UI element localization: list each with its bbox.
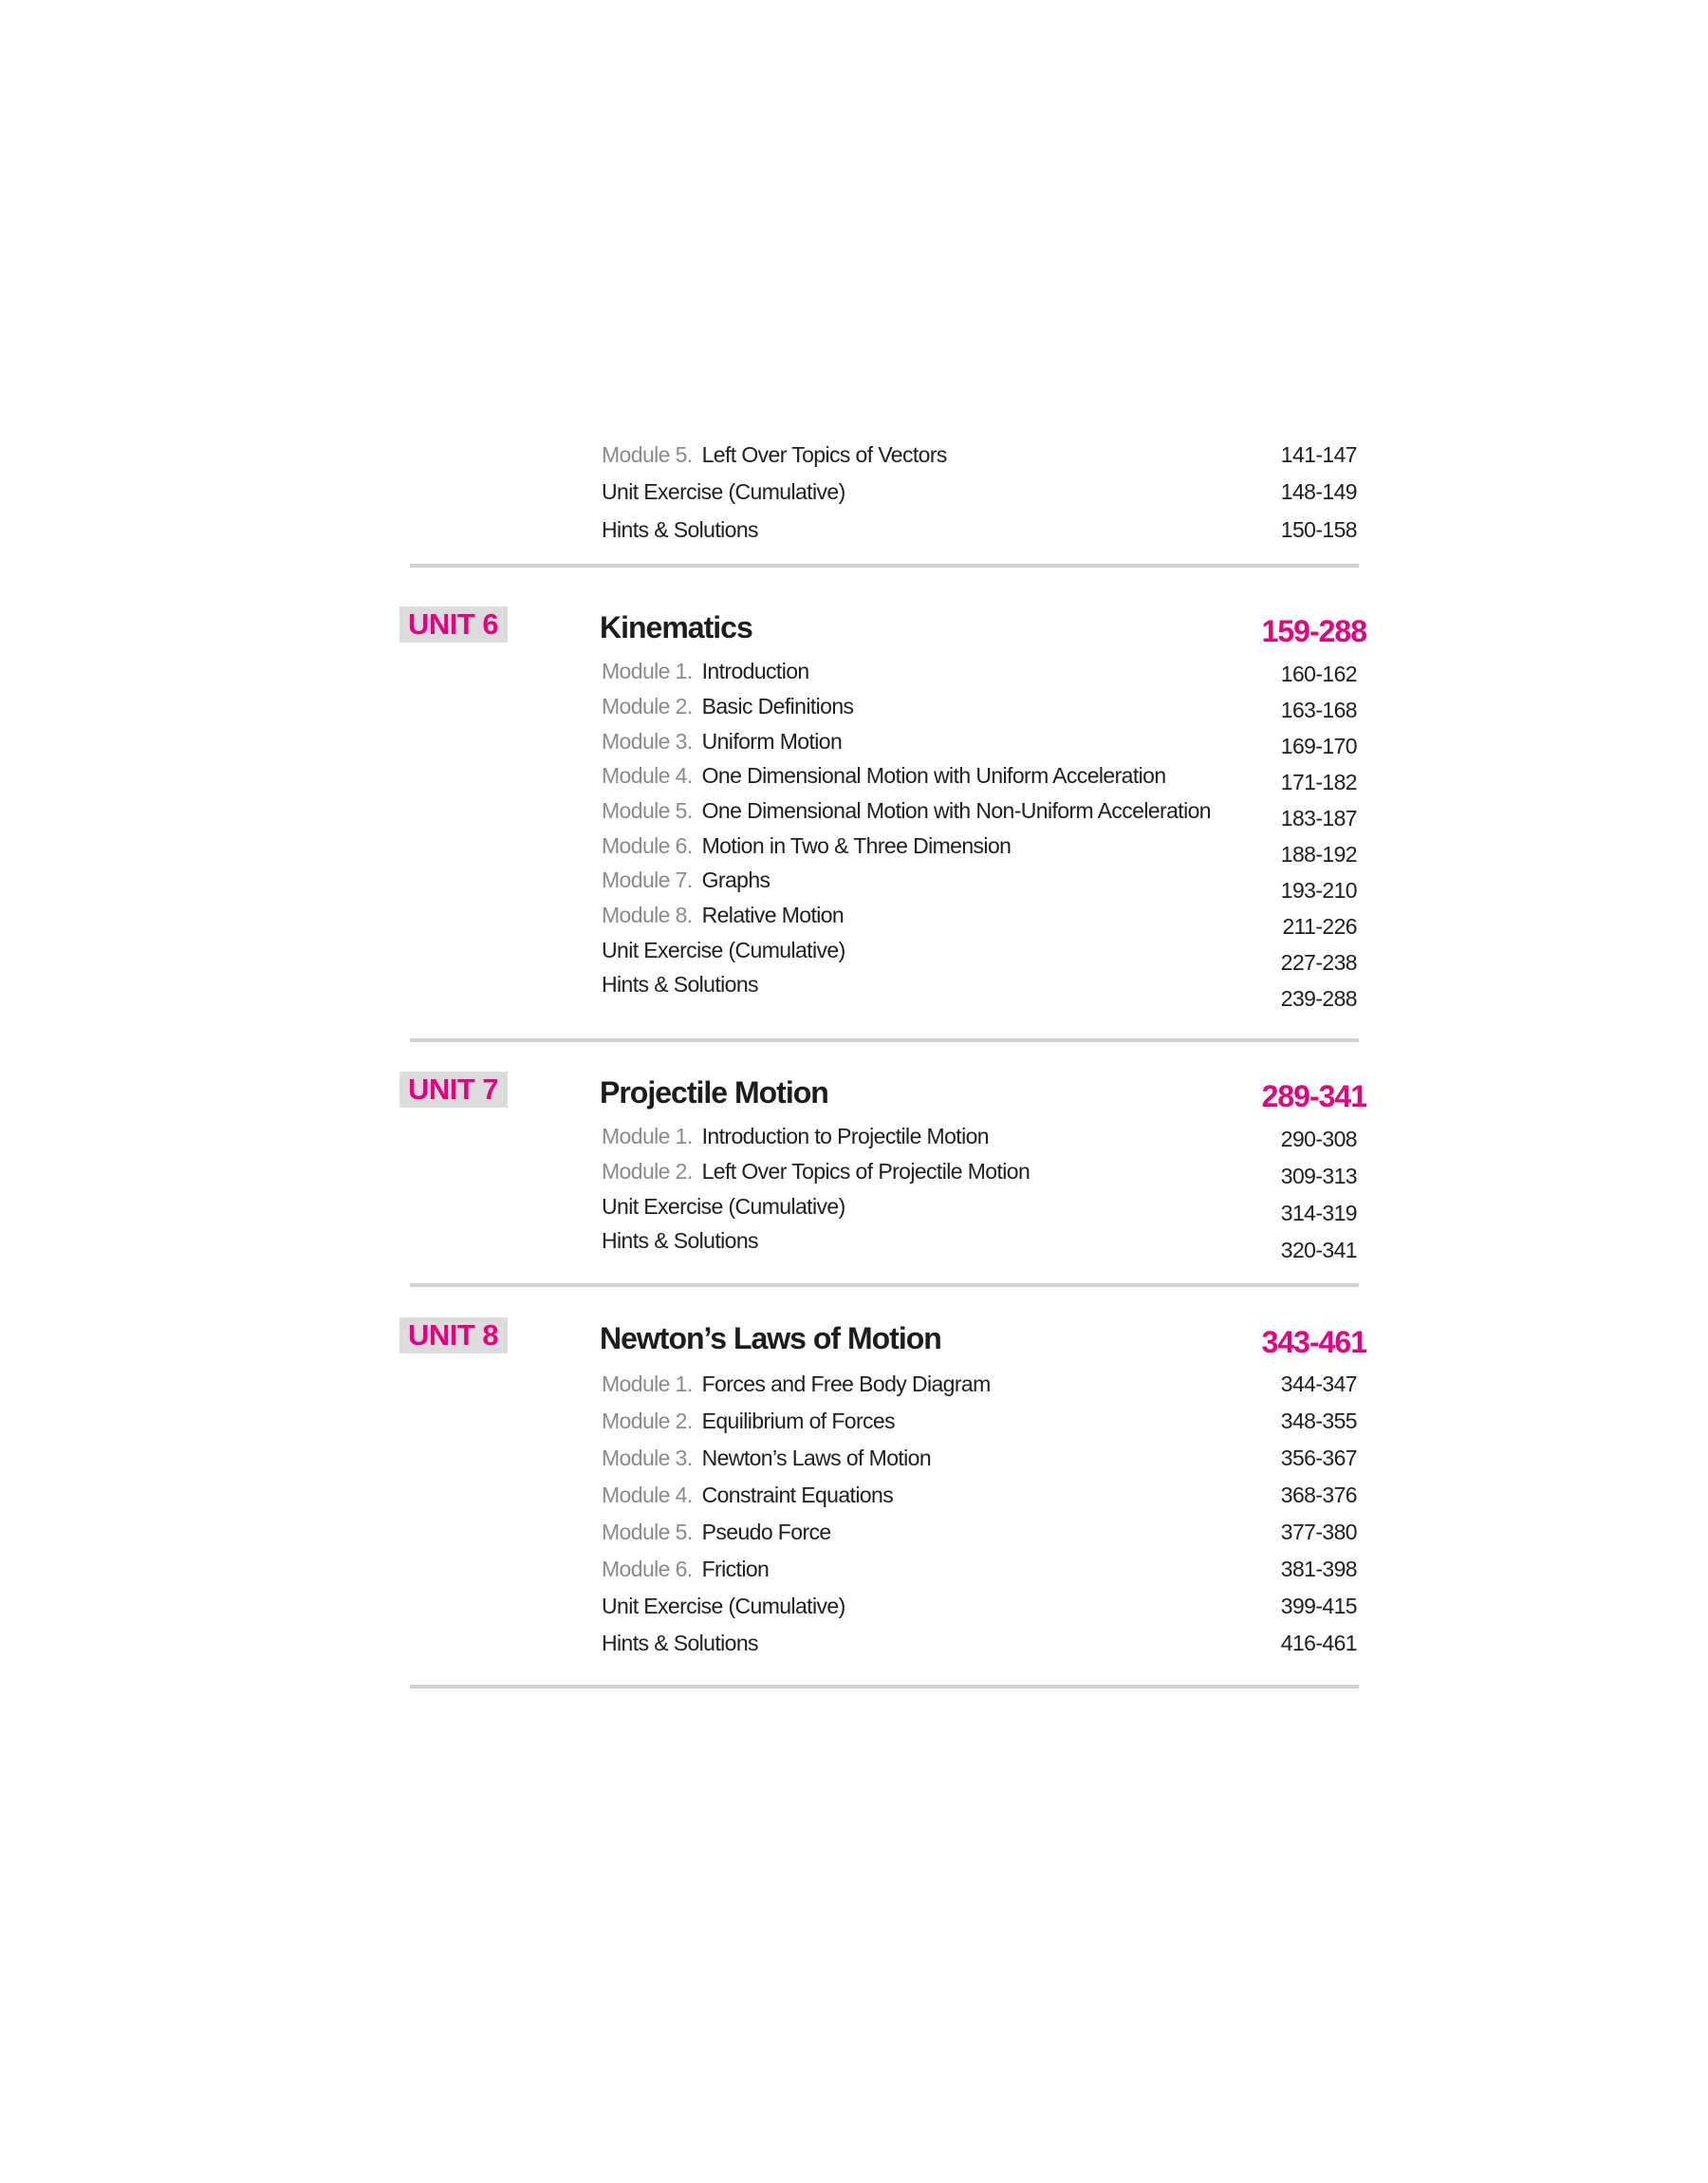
module-title: Left Over Topics of Projectile Motion [701, 1159, 1030, 1184]
page-range: 344-347 [1280, 1371, 1357, 1396]
module-title: Unit Exercise (Cumulative) [602, 1194, 845, 1219]
toc-row [602, 725, 842, 757]
toc-row [602, 830, 1011, 862]
module-number: Module 5. [602, 798, 693, 823]
module-number: Module 7. [602, 868, 693, 892]
toc-row [602, 1190, 845, 1222]
toc-row [602, 1368, 991, 1400]
unit-page-range: 343-461 [1261, 1325, 1366, 1359]
page-range: 290-308 [1280, 1127, 1357, 1151]
section-divider [410, 1283, 1359, 1287]
toc-row [602, 864, 770, 896]
toc-row [602, 794, 1211, 827]
module-title: Forces and Free Body Diagram [701, 1371, 991, 1396]
module-title: Left Over Topics of Vectors [701, 442, 947, 467]
page-range: 377-380 [1280, 1520, 1357, 1544]
page-range: 169-170 [1280, 734, 1357, 758]
section-divider [410, 564, 1359, 568]
module-number: Module 1. [602, 1371, 693, 1396]
toc-row [602, 690, 853, 722]
page-range: 239-288 [1280, 986, 1357, 1011]
page-range: 183-187 [1280, 806, 1357, 830]
page-range: 399-415 [1280, 1594, 1357, 1618]
page-range: 381-398 [1280, 1557, 1357, 1581]
toc-row [602, 1590, 845, 1622]
page-range: 171-182 [1280, 770, 1357, 794]
section-divider [410, 1685, 1359, 1689]
module-number: Module 8. [602, 903, 693, 927]
module-number: Module 4. [602, 763, 693, 788]
toc-row [602, 1155, 1030, 1187]
toc-row [602, 655, 809, 687]
toc-row [602, 438, 947, 471]
toc-row [602, 899, 844, 931]
module-number: Module 2. [602, 1409, 693, 1433]
toc-row [602, 1120, 989, 1152]
module-title: Newton’s Laws of Motion [701, 1446, 932, 1470]
module-number: Module 3. [602, 1446, 693, 1470]
module-number: Module 6. [602, 833, 693, 858]
module-title: Friction [701, 1557, 770, 1581]
module-title: Graphs [701, 868, 770, 892]
toc-row [602, 1405, 895, 1437]
toc-row [602, 1224, 758, 1257]
page-range: 348-355 [1280, 1409, 1357, 1433]
page-range: 309-313 [1280, 1164, 1357, 1188]
module-number: Module 1. [602, 1124, 693, 1148]
page-range: 368-376 [1280, 1483, 1357, 1507]
module-number: Module 4. [602, 1483, 693, 1507]
module-title: Equilibrium of Forces [701, 1409, 896, 1433]
toc-row [602, 1516, 831, 1548]
toc-row [602, 934, 845, 966]
module-title: Relative Motion [701, 903, 845, 927]
module-title: Constraint Equations [701, 1483, 894, 1507]
module-title: Unit Exercise (Cumulative) [602, 938, 845, 962]
page-range: 211-226 [1282, 914, 1357, 939]
module-title: Hints & Solutions [602, 1631, 758, 1655]
section-divider [410, 1038, 1359, 1042]
page-range: 148-149 [1280, 479, 1357, 504]
module-title: Pseudo Force [701, 1520, 831, 1544]
module-number: Module 5. [602, 1520, 693, 1544]
unit-badge: UNIT 6 [399, 606, 508, 643]
module-title: Unit Exercise (Cumulative) [602, 1594, 845, 1618]
toc-row [602, 1479, 893, 1511]
page-range: 314-319 [1280, 1201, 1357, 1225]
module-title: Motion in Two & Three Dimension [701, 833, 1012, 858]
page-range: 141-147 [1280, 442, 1357, 467]
page-range: 356-367 [1280, 1446, 1357, 1470]
module-title: Basic Definitions [701, 694, 854, 718]
unit-title: Newton’s Laws of Motion [600, 1321, 941, 1355]
toc-row [602, 1553, 769, 1585]
toc-row [602, 1442, 931, 1474]
toc-row [602, 1627, 758, 1659]
page-range: 227-238 [1280, 950, 1357, 975]
page-range: 193-210 [1280, 878, 1357, 903]
module-title: Hints & Solutions [602, 972, 758, 997]
module-number: Module 2. [602, 1159, 693, 1184]
unit-title: Kinematics [600, 610, 752, 644]
page-range: 188-192 [1280, 842, 1357, 867]
unit-badge: UNIT 8 [399, 1317, 508, 1353]
unit-page-range: 159-288 [1261, 614, 1366, 648]
module-title: Unit Exercise (Cumulative) [602, 479, 845, 504]
module-title: Introduction [701, 659, 809, 683]
module-title: One Dimensional Motion with Uniform Acceleration [701, 763, 1166, 788]
page-range: 150-158 [1280, 517, 1357, 542]
module-number: Module 2. [602, 694, 693, 718]
module-number: Module 6. [602, 1557, 693, 1581]
module-title: Hints & Solutions [602, 517, 758, 542]
page-range: 320-341 [1280, 1238, 1357, 1262]
toc-row [602, 513, 758, 546]
module-title: Uniform Motion [701, 729, 843, 754]
unit-title: Projectile Motion [600, 1075, 828, 1110]
page-range: 160-162 [1280, 662, 1357, 686]
module-title: Hints & Solutions [602, 1228, 758, 1253]
toc-row [602, 476, 845, 508]
page-range: 416-461 [1280, 1631, 1357, 1655]
unit-badge: UNIT 7 [399, 1072, 508, 1108]
module-number: Module 1. [602, 659, 693, 683]
toc-row [602, 968, 758, 1000]
page-range: 163-168 [1280, 698, 1357, 722]
unit-page-range: 289-341 [1261, 1079, 1366, 1113]
module-title: One Dimensional Motion with Non-Uniform Acceleration [701, 798, 1211, 823]
module-number: Module 3. [602, 729, 693, 754]
toc-row [602, 759, 1166, 792]
module-title: Introduction to Projectile Motion [701, 1124, 989, 1148]
module-number: Module 5. [602, 442, 693, 467]
